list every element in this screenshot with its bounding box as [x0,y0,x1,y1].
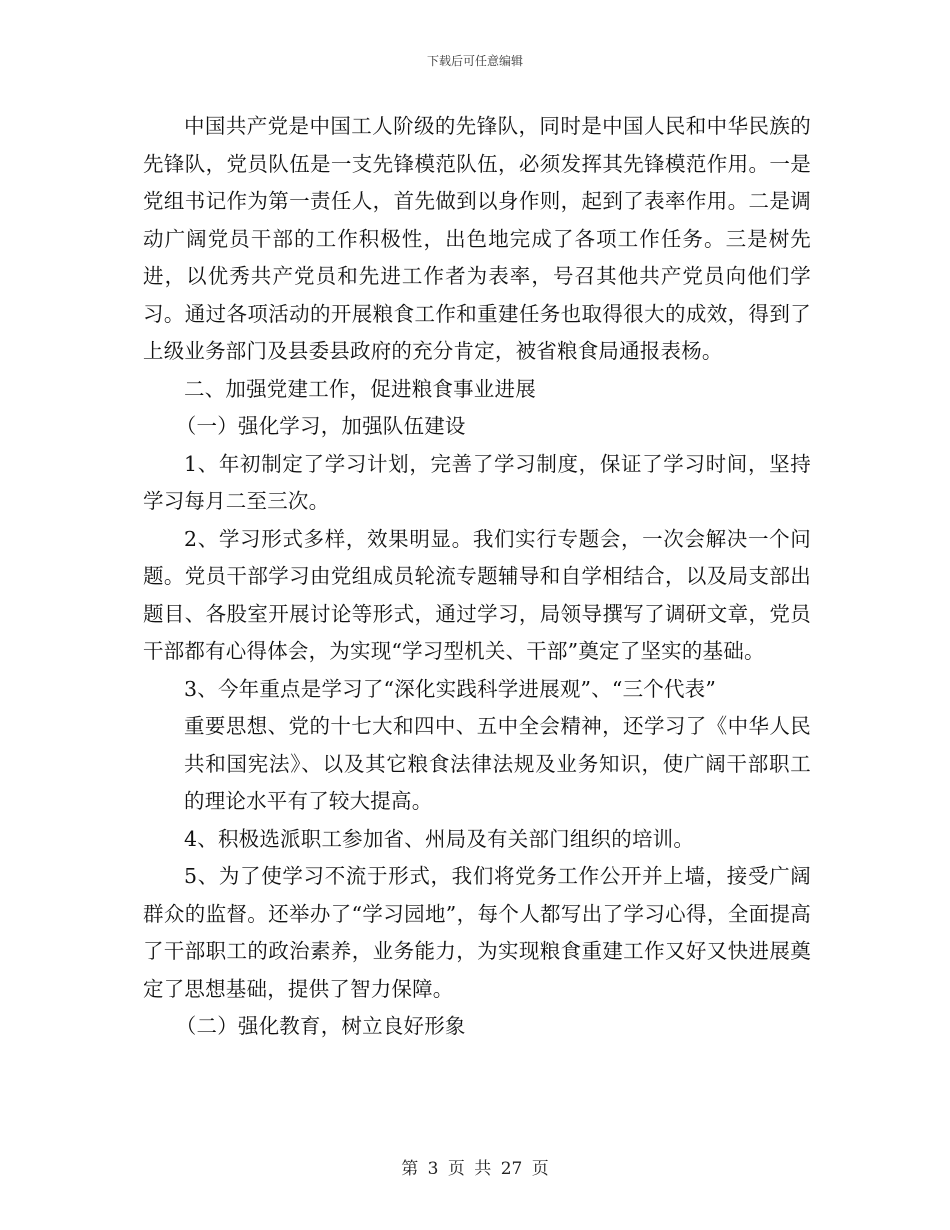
paragraph-item-3: 3、今年重点是学习了“深化实践科学进展观”、“三个代表” [184,676,717,701]
paragraph-item-1: 1、年初制定了学习计划，完善了学习制度，保证了学习时间，坚持学习每月二至三次。 [143,451,811,513]
subsection-heading-education: （二）强化教育，树立良好形象 [175,1014,466,1038]
paragraph-item-5: 5、为了使学习不流于形式，我们将党务工作公开并上墙，接受广阔群众的监督。还举办了“学习园地”，每个人都写出了学习心得，全面提高了干部职工的政治素养，业务能力，为实现粮食重建工作又好又快进展奠定了思想基础，提供了智力保障。 [143,864,811,1001]
paragraph-item-3-continued: 重要思想、党的十七大和四中、五中全会精神，还学习了《中华人民共和国宪法》、以及其它粮食法律法规及业务知识，使广阔干部职工的理论水平有了较大提高。 [184,714,811,813]
paragraph-item-4: 4、积极选派职工参加省、州局及有关部门组织的培训。 [184,826,695,851]
page-header: 下载后可任意编辑 [426,54,523,68]
paragraph-item-2: 2、学习形式多样，效果明显。我们实行专题会，一次会解决一个问题。党员干部学习由党组成员轮流专题辅导和自学相结合，以及局支部出题目、各股室开展讨论等形式，通过学习，局领导撰写了调研文章，党员干部都有心得体会，为实现“学习型机关、干部”奠定了坚实的基础。 [143,526,811,663]
subsection-heading-study: （一）强化学习，加强队伍建设 [175,414,466,438]
paragraph-vanguard: 中国共产党是中国工人阶级的先锋队，同时是中国人民和中华民族的先锋队，党员队伍是一支先锋模范队伍，必须发挥其先锋模范作用。一是党组书记作为第一责任人，首先做到以身作则，起到了表率作用。二是调动广阔党员干部的工作积极性，出色地完成了各项工作任务。三是树先进，以优秀共产党员和先进工作者为表率，号召其他共产党员向他们学习。通过各项活动的开展粮食工作和重建任务也取得很大的成效，得到了上级业务部门及县委县政府的充分肯定，被省粮食局通报表杨。 [143,114,811,363]
document-body [143,108,811,1046]
page-number-footer: 第 3 页 共 27 页 [401,1159,549,1179]
section-heading-party-building: 二、加强党建工作，促进粮食事业进展 [184,376,536,401]
